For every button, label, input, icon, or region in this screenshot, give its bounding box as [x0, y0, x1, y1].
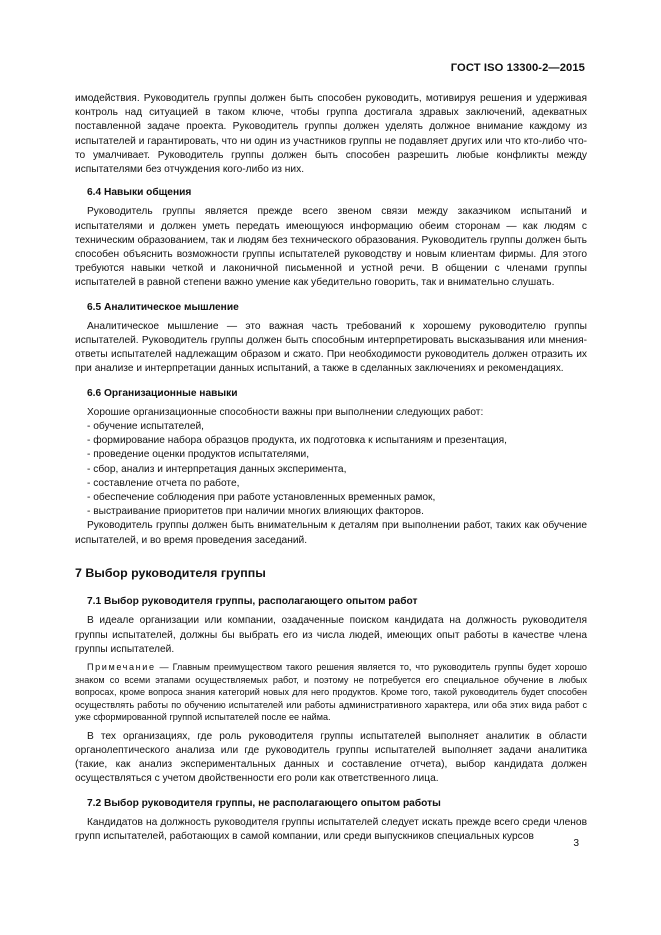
section-6-6-heading: 6.6 Организационные навыки — [87, 387, 238, 399]
section-7-1-text-2: В тех организациях, где роль руководителя группы испытателей выполняет аналитик в области органолептического анализа или где руководитель группы испытателей выполняет задачи аналитика (такие, как анализ экспериментальных данных и составление отчета), выбор кандидата должен осуществляться с учетом двойственности его роли как ответственного лица. — [75, 730, 587, 785]
page-content — [75, 92, 587, 844]
intro-paragraph: имодействия. Руководитель группы должен быть способен руководить, мотивируя решения и удерживая контроль над ситуацией в таком ключе, чтобы группа достигала здравых заключений, адекватных поставленной задаче проекта. Руководитель группы должен уделять должное внимание каждому из испытателей и гарантировать, что ни один из участников группы не подавляет других или что кто-либо что-то умалчивает. Руководитель группы должен быть способен разрешить любые конфликты между испытателями без отчуждения кого-либо из них. — [75, 93, 587, 176]
list-item: - составление отчета по работе, — [87, 477, 240, 489]
note-label: Примечание — [87, 661, 156, 672]
section-7-2-heading: 7.2 Выбор руководителя группы, не располагающего опытом работы — [87, 797, 441, 809]
list-item: - сбор, анализ и интерпретация данных эксперимента, — [87, 463, 347, 475]
document-id-header: ГОСТ ISO 13300-2—2015 — [450, 62, 585, 74]
list-item: - проведение оценки продуктов испытателями, — [87, 449, 310, 461]
section-6-6-closing: Руководитель группы должен быть внимательным к деталям при выполнении работ, таких как обучение испытателей, и во время проведения заседаний. — [75, 520, 587, 546]
organizational-skills-list — [75, 420, 587, 519]
section-6-4-heading: 6.4 Навыки общения — [87, 187, 192, 199]
section-6-6-lead: Хорошие организационные способности важны при выполнении следующих работ: — [87, 406, 484, 418]
page-number: 3 — [573, 838, 579, 849]
section-7-1-heading: 7.1 Выбор руководителя группы, располагающего опытом работ — [87, 596, 418, 608]
section-7-1-text: В идеале организации или компании, озадаченные поиском кандидата на должность руководителя группы испытателей, должны бы выбрать его из числа людей, имеющих опыт работы в качестве члена группы испытателей. — [75, 615, 587, 655]
list-item: - обеспечение соблюдения при работе установленных временных рамок, — [87, 492, 436, 504]
section-6-5-text: Аналитическое мышление — это важная часть требований к хорошему руководителю группы испытателей. Руководитель группы должен быть способным интерпретировать высказывания или мнения-ответы испытателей надлежащим образом и сжато. При необходимости руководитель должен отразить их при анализе и интерпретации данных испытаний, а также в сделанных заключениях и рекомендациях. — [75, 320, 587, 375]
list-item: - формирование набора образцов продукта, их подготовка к испытаниям и презентация, — [87, 435, 507, 447]
section-7-2-text: Кандидатов на должность руководителя группы испытателей следует искать прежде всего среди членов групп испытателей, работающих в самой компании, или среди выпускников специальных курсов — [75, 816, 587, 843]
note-text: — Главным преимуществом такого решения является то, что руководитель группы будет хорошо знаком со всеми этапами осуществляемых работ, и поэтому не потребуется его специальное обучение в любых вопросах, кроме вопроса знания категорий новых для него продуктов. Кроме того, такой руководитель будет способен осуществлять работы по обучению испытателей или работы административного характера, или оба этих вида работ с уже сформированной группой испытателей после ее найма. — [75, 661, 587, 723]
note-paragraph — [75, 661, 587, 724]
section-6-5-heading: 6.5 Аналитическое мышление — [87, 301, 239, 313]
section-6-4-text: Руководитель группы является прежде всего звеном связи между заказчиком испытаний и испытателями и должен уметь передать имеющуюся информацию обеим сторонам — как людям с техническим образованием, так и людям без технического образования. Руководитель группы должен быть способен объяснить возможности группы испытателей руководству и новым клиентам фирмы. Для этого требуются навыки четкой и лаконичной письменной и устной речи. В общении с членами группы испытателей в равной степени важно умение как убедительно говорить, так и внимательно слушать. — [75, 206, 587, 289]
list-item: - обучение испытателей, — [87, 421, 205, 433]
section-7-heading: 7 Выбор руководителя группы — [75, 565, 266, 580]
list-item: - выстраивание приоритетов при наличии многих влияющих факторов. — [87, 506, 424, 518]
